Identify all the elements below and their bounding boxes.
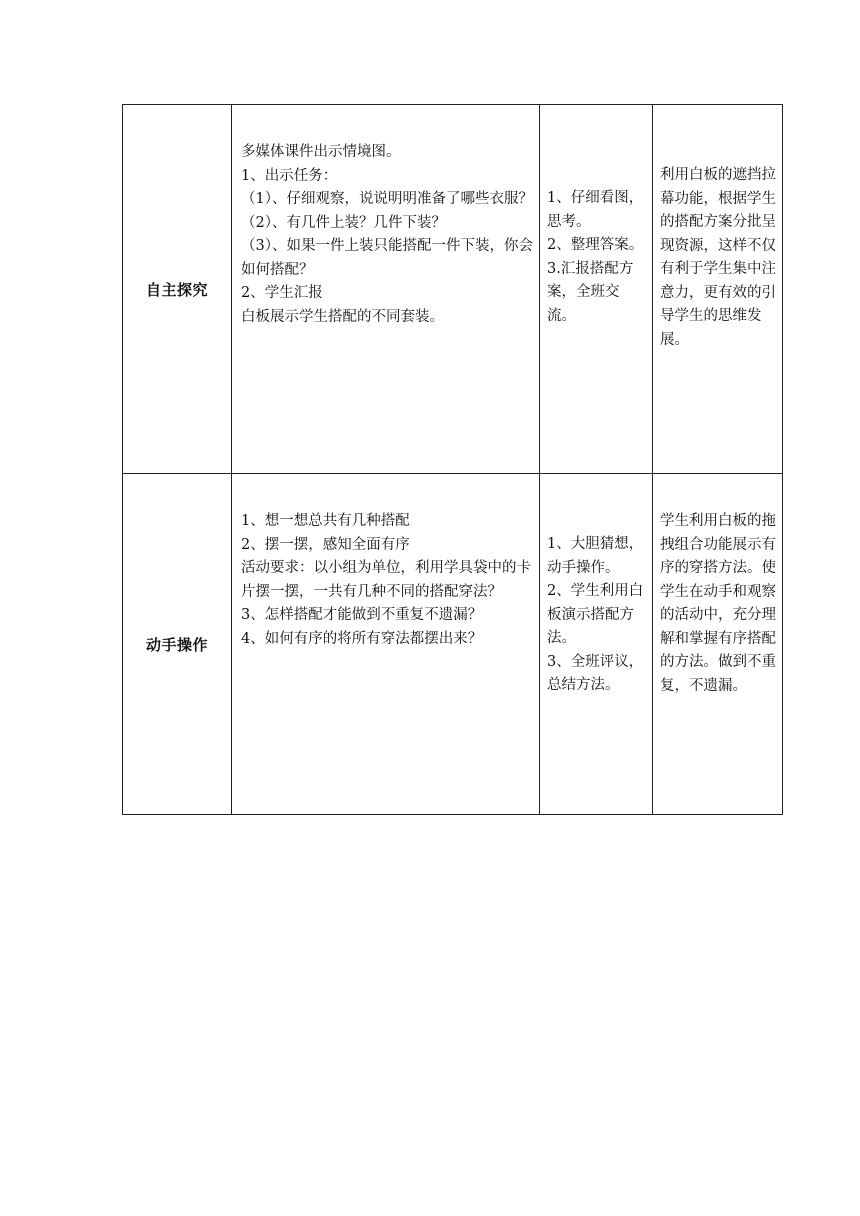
teacher-line: 活动要求：以小组为单位，利用学具袋中的卡片摆一摆，一共有几种不同的搭配穿法？ [241, 560, 531, 600]
table-row [123, 105, 783, 474]
teacher-line: 白板展示学生搭配的不同套装。 [241, 308, 444, 325]
student-line: 3、全班评议，总结方法。 [547, 653, 644, 693]
teacher-line: （2）、有几件上装？几件下装？ [241, 214, 446, 231]
lesson-plan-table [122, 104, 783, 815]
teacher-line: （1）、仔细观察，说说明明准备了哪些衣服？ [241, 191, 533, 207]
teacher-line: （3）、如果一件上装只能搭配一件下装，你会如何搭配？ [241, 238, 533, 278]
table-row [123, 474, 783, 815]
student-activity-cell [540, 105, 653, 474]
stage-label: 动手操作 [145, 635, 208, 654]
teacher-line: 多媒体课件出示情境图。 [241, 144, 401, 160]
teacher-line: 4、如何有序的将所有穿法都摆出来？ [241, 630, 483, 647]
student-activity-cell [540, 474, 653, 815]
student-line: 2、学生利用白板演示搭配方法。 [547, 583, 644, 646]
teacher-line: 3、怎样搭配才能做到不重复不遗漏？ [241, 607, 483, 623]
design-intent-cell [653, 474, 783, 815]
teacher-activity-cell [232, 474, 540, 815]
teacher-activity-cell [232, 105, 540, 474]
teacher-line: 1、出示任务： [241, 167, 338, 184]
student-line: 2、整理答案。 [547, 237, 644, 253]
teacher-line: 1、想一想总共有几种搭配 [241, 513, 410, 529]
intent-text: 学生利用白板的拖拽组合功能展示有序的穿搭方法。使学生在动手和观察的活动中，充分理解和掌握有序搭配的方法。做到不重复，不遗漏。 [660, 513, 776, 694]
teacher-line: 2、学生汇报 [241, 285, 323, 301]
student-line: 3.汇报搭配方案，全班交流。 [547, 260, 634, 324]
stage-cell [123, 105, 232, 474]
student-line: 1、仔细看图，思考。 [547, 190, 644, 230]
student-line: 1、大胆猜想，动手操作。 [547, 536, 644, 576]
stage-label: 自主探究 [145, 280, 208, 299]
stage-cell [123, 474, 232, 815]
design-intent-cell [653, 105, 783, 474]
intent-text: 利用白板的遮挡拉幕功能，根据学生的搭配方案分批呈现资源，这样不仅有利于学生集中注意力，更有效的引导学生的思维发展。 [660, 167, 776, 348]
teacher-line: 2、摆一摆，感知全面有序 [241, 536, 410, 553]
